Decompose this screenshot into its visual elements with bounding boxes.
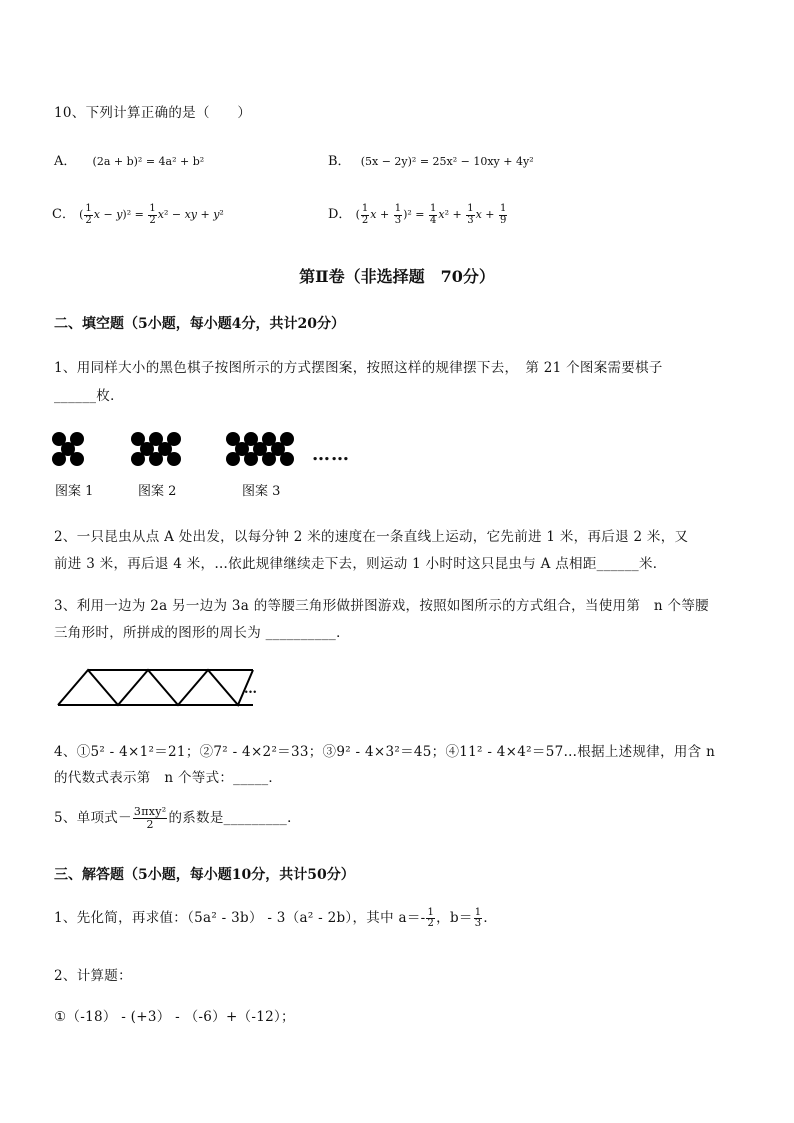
solve-q2-item1: ①（-18） - (+3） - （-6）+（-12）； (54, 1009, 295, 1025)
fill-q5 (54, 806, 301, 831)
pattern-1 (52, 432, 84, 466)
fill-q4-line1: 4、①5² - 4×1²＝21；②7² - 4×2²＝33；③9² - 4×3²＝45；④11² - 4×4²＝57…根据上述规律，用含 n (54, 744, 716, 760)
fill-q2-line1: 2、一只昆虫从点 A 处出发，以每分钟 2 米的速度在一条直线上运动，它先前进 1 米，再后退 2 米，又 (54, 529, 689, 545)
q10-option-a (54, 150, 204, 169)
fill-q3-line2: 三角形时，所拼成的图形的周长为 __________． (54, 625, 350, 641)
q1-text: 1、先化简，再求值：（5a² - 3b） - 3（a² - 2b），其中 a＝- (54, 910, 426, 926)
q5-suffix: 的系数是_________． (168, 810, 301, 826)
fill-q4-line2: 的代数式表示第 n 个等式：_____． (54, 770, 283, 786)
option-d-label: D． (328, 207, 352, 222)
pattern-label-1: 图案 1 (55, 484, 94, 499)
option-c-expression: ( $\frac{1}{2}$ x − y)² = $\frac{1}{2}$ x² − xy + y² (79, 203, 224, 226)
fill-q1-line1: 1、用同样大小的黑色棋子按图所示的方式摆图案，按照这样的规律摆下去， 第 21 个图案需要棋子 (54, 360, 663, 376)
section3-header: 三、解答题（5小题，每小题10分，共计50分） (54, 867, 355, 883)
q5-prefix: 5、单项式－ (54, 810, 132, 826)
q5-fraction (133, 806, 168, 830)
option-d-expression: ( $\frac{1}{2}$ x + $\frac{1}{3}$ )² = $\frac{1}{4}$ x² + $\frac{1}{3}$ x + $\frac{1}{9}$ (355, 203, 507, 226)
fill-q3-line1: 3、利用一边为 2a 另一边为 3a 的等腰三角形做拼图游戏，按照如图所示的方式组合，当使用第 n 个等腰 (54, 598, 709, 614)
pattern-label-3: 图案 3 (242, 484, 281, 499)
triangle-strip-figure (54, 668, 264, 710)
q5-denominator: 2 (146, 818, 154, 831)
option-c-label: C． (52, 207, 75, 222)
section2-header: 二、填空题（5小题，每小题4分，共计20分） (54, 316, 345, 332)
solve-q1 (54, 906, 497, 930)
fill-q2-line2: 前进 3 米，再后退 4 米，…依此规律继续走下去，则运动 1 小时时这只昆虫与 A 点相距______米． (54, 556, 667, 572)
q5-numerator: 3πxy² (133, 805, 167, 819)
option-a-label: A． (54, 154, 77, 169)
q1-end: ． (483, 910, 498, 926)
a-value-fraction: $\frac{1}{2}$ (427, 906, 435, 929)
q10-option-c (52, 203, 224, 226)
pattern-continuation-dots: …… (312, 444, 350, 465)
pattern-2 (131, 432, 181, 466)
option-a-expression: (2a + b)² = 4a² + b² (92, 155, 205, 168)
fill-q1-line2: ______枚． (54, 388, 124, 404)
q10-option-d (328, 203, 508, 226)
option-b-label: B． (328, 154, 351, 169)
part2-title: 第Ⅱ卷（非选择题 70分） (299, 267, 495, 286)
pattern-label-2: 图案 2 (138, 484, 177, 499)
b-value-fraction: $\frac{1}{3}$ (474, 906, 482, 929)
option-b-expression: (5x − 2y)² = 25x² − 10xy + 4y² (360, 155, 534, 168)
triangle-dots: … (244, 682, 257, 697)
solve-q2: 2、计算题： (54, 968, 132, 984)
pattern-3 (226, 432, 294, 466)
zigzag-edges (58, 670, 253, 705)
q10-stem: 10、下列计算正确的是（ ） (54, 105, 252, 121)
q1-mid: ，b＝ (436, 910, 473, 926)
q10-option-b (328, 150, 534, 169)
